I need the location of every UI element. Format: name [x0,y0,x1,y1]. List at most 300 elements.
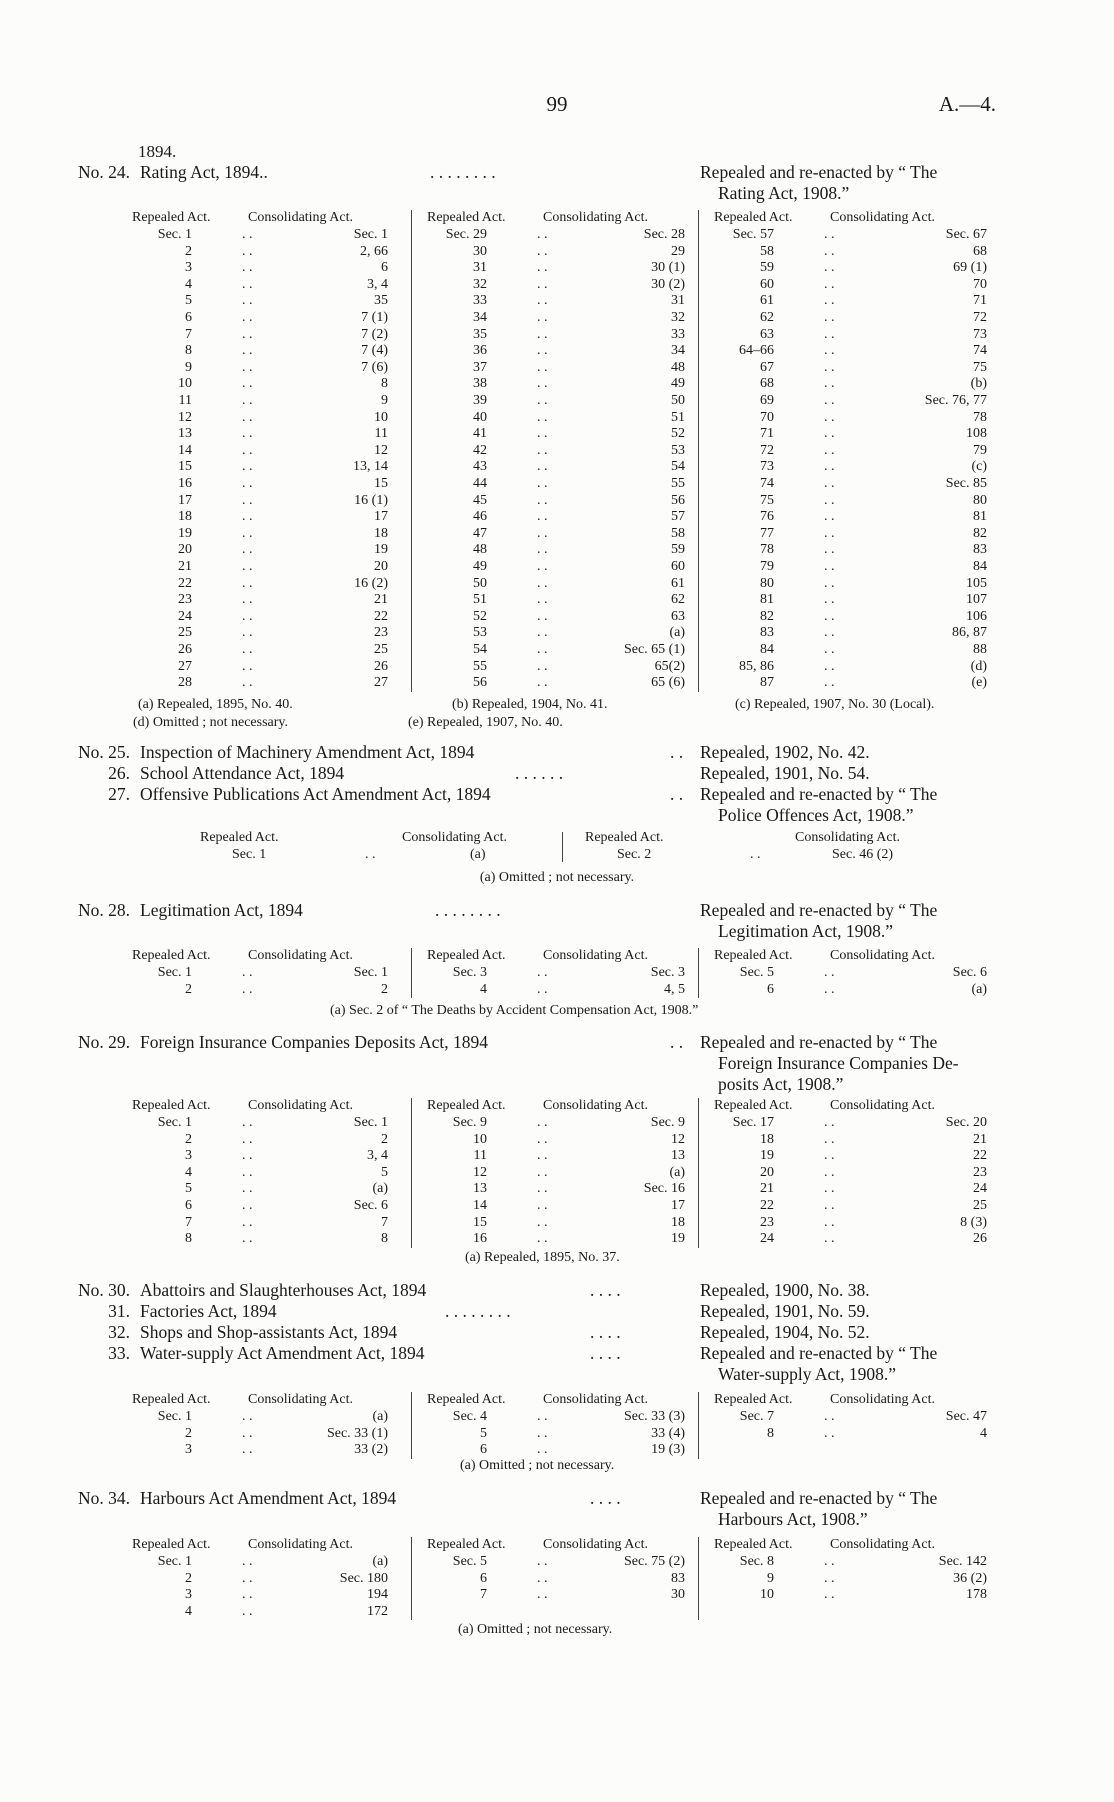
repealed-cell: 16 [178,476,192,491]
consolidating-cell: 16 (1) [354,492,388,508]
consolidating-cell: Sec. 20 [945,1115,987,1130]
consolidating-cell: 48 [671,359,685,375]
repealed-cell: 22 [760,1198,774,1213]
consolidating-cell: 15 [374,476,388,491]
repealed-cell: 19 [760,1148,774,1164]
consolidating-cell: 2 [381,1131,388,1147]
leader-dots: . . [242,608,253,624]
column-header: Consolidating Act. [830,948,935,963]
leader-dots: . . [824,642,835,657]
consolidating-cell: 5 [381,1164,388,1180]
entry-34 [60,1488,1060,1530]
consolidating-cell: 17 [374,509,388,525]
entry-title: Shops and Shop-assistants Act, 1894 [140,1322,398,1342]
entry-number: No. 25. [77,742,130,762]
repealed-cell: 20 [760,1164,774,1180]
repealed-cell: 24 [178,608,192,624]
leader-dots: . . [537,409,548,425]
entry-status: Repealed, 1902, No. 42. [700,742,870,762]
table-legitimation-act [130,948,990,1000]
leader-dots: . . [824,1425,835,1441]
consolidating-cell: 86, 87 [952,625,987,641]
entry-number: No. 29. [77,1032,130,1052]
table-water-supply [130,1392,990,1458]
dot-leader: . . . . . . . . [445,1301,511,1321]
column-header: Repealed Act. [714,948,793,963]
leader-dots: . . [824,1198,835,1213]
consolidating-cell: 22 [973,1148,987,1164]
consolidating-cell: 19 (3) [651,1442,685,1458]
leader-dots: . . [537,1570,548,1586]
repealed-cell: 8 [767,1425,774,1441]
column-header: Consolidating Act. [248,1537,353,1552]
repealed-cell: 20 [178,542,192,558]
consolidating-cell: 33 (4) [651,1425,685,1441]
column-divider [411,210,412,692]
consolidating-cell: 6 [381,260,388,276]
consolidating-cell: 55 [671,476,685,491]
consolidating-cell: 71 [973,293,987,309]
consolidating-cell: 2 [381,981,388,997]
entry-title: Water-supply Act Amendment Act, 1894 [140,1343,425,1363]
entry-title: Offensive Publications Act Amendment Act, 1894 [140,784,491,804]
consolidating-cell: 79 [973,442,987,458]
table-foreign-insurance [130,1098,990,1248]
entry-32 [60,1322,1060,1344]
repealed-cell: 22 [178,575,192,591]
dot-leader: . . . . . . . . [435,900,501,920]
consolidating-cell: 84 [973,559,987,574]
repealed-cell: 49 [473,559,487,574]
column-divider [562,832,563,862]
entry-33 [60,1343,1060,1385]
consolidating-cell: Sec. 6 [353,1198,388,1213]
leader-dots: . . [824,1570,835,1586]
leader-dots: . . [537,608,548,624]
leader-dots: . . [537,276,548,292]
status-line: Water-supply Act, 1908.” [718,1364,897,1384]
column-divider [411,1537,412,1620]
consolidating-cell: 27 [374,675,388,691]
leader-dots: . . [242,559,253,574]
consolidating-cell: 30 (1) [651,260,685,276]
leader-dots: . . [242,492,253,508]
repealed-cell: 35 [473,326,487,342]
consolidating-cell: 73 [973,326,987,342]
column-header: Repealed Act. [132,948,211,963]
leader-dots: . . [824,376,835,392]
column-header: Repealed Act. [714,210,793,225]
leader-dots: . . [824,575,835,591]
leader-dots: . . [824,981,835,997]
consolidating-cell: 65(2) [654,658,685,674]
leader-dots: . . [824,442,835,458]
repealed-cell: Sec. 3 [452,965,487,980]
repealed-cell: 37 [473,359,487,375]
leader-dots: . . [242,343,253,359]
consolidating-cell: 81 [973,509,987,525]
consolidating-cell: 31 [671,293,685,309]
repealed-cell: 24 [760,1231,774,1247]
consolidating-cell: 8 [381,376,388,392]
status-line: Police Offences Act, 1908.” [718,805,914,825]
leader-dots: . . [537,310,548,325]
repealed-cell: 85, 86 [739,658,774,674]
footnote: (a) Omitted ; not necessary. [460,1458,615,1473]
footnote: (a) Repealed, 1895, No. 40. [138,697,293,712]
leader-dots: . . [242,1554,253,1569]
leader-dots: . . [242,1603,253,1619]
repealed-cell: 15 [473,1214,487,1230]
column-divider [698,1537,699,1620]
repealed-cell: 31 [473,260,487,276]
consolidating-cell: Sec. 16 [643,1181,685,1197]
leader-dots: . . [537,1442,548,1458]
entry-number: 31. [108,1301,130,1321]
leader-dots: . . [242,1164,253,1180]
consolidating-cell: 36 (2) [953,1570,987,1586]
consolidating-cell: 74 [973,343,987,359]
consolidating-cell: 59 [671,542,685,558]
leader-dots: . . [242,625,253,641]
consolidating-cell: (e) [971,675,987,691]
consolidating-cell: 17 [671,1198,685,1213]
repealed-cell: 69 [760,393,774,408]
status-line: Repealed and re-enacted by “ The [700,1343,938,1363]
repealed-cell: 21 [760,1181,774,1197]
repealed-cell: 7 [185,326,192,342]
leader-dots: . . [537,459,548,475]
column-header: Repealed Act. [714,1098,793,1113]
status-line: Rating Act, 1908.” [718,183,850,203]
consolidating-cell: 78 [973,409,987,425]
entry-title: Foreign Insurance Companies Deposits Act, 1894 [140,1032,489,1052]
leader-dots: . . [537,509,548,525]
consolidating-cell: 35 [374,293,388,309]
leader-dots: . . [242,260,253,276]
consolidating-cell: Sec. 9 [650,1115,685,1130]
consolidating-cell: 21 [973,1131,987,1147]
status-line: Harbours Act, 1908.” [718,1509,868,1529]
consolidating-cell: 7 [381,1214,388,1230]
leader-dots: . . [824,492,835,508]
consolidating-cell: 72 [973,310,987,325]
entry-number: 27. [108,784,130,804]
status-line: posits Act, 1908.” [718,1074,844,1094]
consolidating-cell: Sec. 1 [353,1115,388,1130]
repealed-cell: 5 [185,1181,192,1197]
entry-title: Rating Act, 1894.. [140,162,268,182]
consolidating-cell: Sec. 33 (3) [623,1409,685,1424]
leader-dots: . . [824,1164,835,1180]
repealed-cell: 21 [178,559,192,574]
leader-dots: . . [537,1587,548,1603]
leader-dots: . . [824,658,835,674]
consolidating-cell: Sec. 67 [945,227,987,242]
leader-dots: . . [365,847,376,862]
footnote: (c) Repealed, 1907, No. 30 (Local). [735,697,935,712]
leader-dots: . . [242,525,253,541]
dot-leader: . . . . . . . . [430,162,496,182]
entry-number: No. 24. [77,162,130,182]
leader-dots: . . [242,675,253,691]
leader-dots: . . [537,1115,548,1130]
leader-dots: . . [242,442,253,458]
entry-status: Repealed, 1900, No. 38. [700,1280,870,1300]
consolidating-cell: 19 [374,542,388,558]
repealed-cell: 51 [473,592,487,608]
repealed-cell: 71 [760,426,774,442]
consolidating-cell: 88 [973,642,987,657]
leader-dots: . . [824,608,835,624]
leader-dots: . . [537,559,548,574]
entry-title: Inspection of Machinery Amendment Act, 1894 [140,742,475,762]
leader-dots: . . [824,1409,835,1424]
leader-dots: . . [537,343,548,359]
repealed-cell: 8 [185,1231,192,1247]
leader-dots: . . [824,1115,835,1130]
entry-24 [60,162,1060,204]
entry-number: 32. [108,1322,130,1342]
entry-31 [60,1301,1060,1323]
repealed-cell: Sec. 1 [157,1554,192,1569]
consolidating-cell: 56 [671,492,685,508]
repealed-cell: 3 [185,1442,192,1458]
repealed-cell: 18 [178,509,192,525]
column-header: Consolidating Act. [543,1098,648,1113]
repealed-cell: 70 [760,409,774,425]
leader-dots: . . [242,1425,253,1441]
repealed-cell: 18 [760,1131,774,1147]
repealed-cell: 47 [473,525,487,541]
column-header: Consolidating Act. [795,830,900,845]
leader-dots: . . [824,260,835,276]
leader-dots: . . [824,1214,835,1230]
consolidating-cell: 30 (2) [651,276,685,292]
repealed-cell: 43 [473,459,487,475]
footnote: (a) Omitted ; not necessary. [479,870,635,885]
repealed-cell: 52 [473,608,487,624]
leader-dots: . . [824,359,835,375]
leader-dots: . . [824,1587,835,1603]
consolidating-cell: 25 [374,642,388,657]
consolidating-cell: Sec. 3 [650,965,685,980]
leader-dots: . . [537,227,548,242]
consolidating-cell: 58 [671,525,685,541]
consolidating-cell: 52 [671,426,685,442]
consolidating-cell: Sec. 28 [643,227,685,242]
repealed-cell: 64–66 [739,343,774,359]
dot-leader: . . [670,1032,684,1052]
leader-dots: . . [537,1164,548,1180]
consolidating-cell: 26 [973,1231,987,1247]
repealed-cell: 54 [473,642,487,657]
leader-dots: . . [824,592,835,608]
repealed-cell: 56 [473,675,487,691]
leader-dots: . . [537,1409,548,1424]
consolidating-cell: 194 [367,1587,388,1603]
leader-dots: . . [537,393,548,408]
consolidating-cell: 23 [973,1164,987,1180]
column-header: Repealed Act. [714,1392,793,1407]
consolidating-cell: 8 [381,1231,388,1247]
footnote: (e) Repealed, 1907, No. 40. [408,715,563,730]
consolidating-cell: Sec. 6 [952,965,987,980]
consolidating-cell: Sec. 85 [945,476,987,491]
repealed-cell: Sec. 17 [732,1115,774,1130]
consolidating-cell: 172 [367,1603,388,1619]
status-line: Repealed and re-enacted by “ The [700,900,938,920]
repealed-cell: 2 [185,1131,192,1147]
leader-dots: . . [242,293,253,309]
entry-26 [60,763,1060,785]
consolidating-cell: 75 [973,359,987,375]
leader-dots: . . [537,293,548,309]
repealed-cell: 45 [473,492,487,508]
repealed-cell: 14 [473,1198,487,1213]
entry-status [700,784,1020,826]
column-header: Repealed Act. [132,1392,211,1407]
consolidating-cell: 3, 4 [367,1148,388,1164]
repealed-cell: 40 [473,409,487,425]
dot-leader: . . . . [590,1343,621,1363]
entry-status: Repealed, 1901, No. 59. [700,1301,870,1321]
consolidating-cell: 108 [966,426,987,442]
repealed-cell: 83 [760,625,774,641]
repealed-cell: 38 [473,376,487,392]
consolidating-cell: 107 [966,592,987,608]
consolidating-cell: 2, 66 [360,243,388,259]
leader-dots: . . [242,359,253,375]
leader-dots: . . [750,847,761,862]
leader-dots: . . [242,1570,253,1586]
consolidating-cell: Sec. 65 (1) [623,642,685,657]
consolidating-cell: 20 [374,559,388,574]
repealed-cell: Sec. 4 [452,1409,487,1424]
footnote: (d) Omitted ; not necessary. [133,715,288,730]
column-header: Repealed Act. [427,210,506,225]
entry-status [700,162,1020,204]
entry-title: Legitimation Act, 1894 [140,900,303,920]
repealed-cell: 73 [760,459,774,475]
entry-29 [60,1032,1060,1096]
entry-30 [60,1280,1060,1302]
consolidating-cell: 60 [671,559,685,574]
repealed-cell: Sec. 2 [617,847,652,862]
entry-status: Repealed, 1904, No. 52. [700,1322,870,1342]
leader-dots: . . [242,1131,253,1147]
repealed-cell: 61 [760,293,774,309]
consolidating-cell: 4, 5 [664,981,685,997]
footnote: (a) Repealed, 1895, No. 37. [465,1250,620,1265]
repealed-cell: 26 [178,642,192,657]
leader-dots: . . [537,1214,548,1230]
column-header: Repealed Act. [132,1537,211,1552]
repealed-cell: 25 [178,625,192,641]
leader-dots: . . [242,1115,253,1130]
document-reference: A.—4. [938,92,996,116]
repealed-cell: Sec. 7 [739,1409,774,1424]
entry-28 [60,900,1060,942]
consolidating-cell: Sec. 47 [945,1409,987,1424]
repealed-cell: 6 [480,1442,487,1458]
repealed-cell: 11 [178,393,192,408]
status-line: Foreign Insurance Companies De- [718,1053,959,1073]
repealed-cell: 2 [185,1425,192,1441]
column-header: Repealed Act. [427,1098,506,1113]
table-rating-act [130,210,990,700]
leader-dots: . . [537,981,548,997]
repealed-cell: 75 [760,492,774,508]
column-header: Repealed Act. [427,948,506,963]
leader-dots: . . [242,592,253,608]
leader-dots: . . [824,326,835,342]
consolidating-cell: 82 [973,525,987,541]
leader-dots: . . [824,675,835,691]
consolidating-cell: 23 [374,625,388,641]
leader-dots: . . [242,1181,253,1197]
consolidating-cell: Sec. 33 (1) [326,1425,388,1441]
consolidating-cell: Sec. 142 [938,1554,987,1569]
column-header: Repealed Act. [200,830,279,845]
repealed-cell: 8 [185,343,192,359]
column-header: Consolidating Act. [248,1392,353,1407]
repealed-cell: 10 [473,1131,487,1147]
consolidating-cell: (a) [372,1409,388,1424]
repealed-cell: 55 [473,658,487,674]
column-header: Consolidating Act. [830,1098,935,1113]
consolidating-cell: 7 (2) [361,326,388,342]
entry-title: School Attendance Act, 1894 [140,763,345,783]
consolidating-cell: 7 (6) [361,359,388,375]
repealed-cell: 63 [760,326,774,342]
column-header: Consolidating Act. [830,210,935,225]
leader-dots: . . [824,559,835,574]
footnote: (a) Omitted ; not necessary. [458,1622,613,1637]
repealed-cell: 42 [473,442,487,458]
repealed-cell: 67 [760,359,774,375]
consolidating-cell: 53 [671,442,685,458]
table-offensive-publications [150,830,970,866]
leader-dots: . . [242,326,253,342]
consolidating-cell: 24 [973,1181,987,1197]
leader-dots: . . [242,426,253,442]
table-harbours-act [130,1537,990,1621]
consolidating-cell: Sec. 76, 77 [924,393,987,408]
column-header: Consolidating Act. [402,830,507,845]
consolidating-cell: 13, 14 [353,459,388,475]
leader-dots: . . [537,1554,548,1569]
leader-dots: . . [242,575,253,591]
consolidating-cell: (c) [971,459,987,475]
consolidating-cell: 21 [374,592,388,608]
leader-dots: . . [537,476,548,491]
consolidating-cell: 13 [671,1148,685,1164]
leader-dots: . . [537,625,548,641]
consolidating-cell: 62 [671,592,685,608]
consolidating-cell: 26 [374,658,388,674]
consolidating-cell: 34 [671,343,685,359]
consolidating-cell: Sec. 1 [353,965,388,980]
repealed-cell: 28 [178,675,192,691]
consolidating-cell: (a) [470,847,486,862]
leader-dots: . . [242,276,253,292]
dot-leader: . . . . . . [515,763,564,783]
leader-dots: . . [824,310,835,325]
leader-dots: . . [824,393,835,408]
consolidating-cell: 25 [973,1198,987,1213]
repealed-cell: 2 [185,981,192,997]
